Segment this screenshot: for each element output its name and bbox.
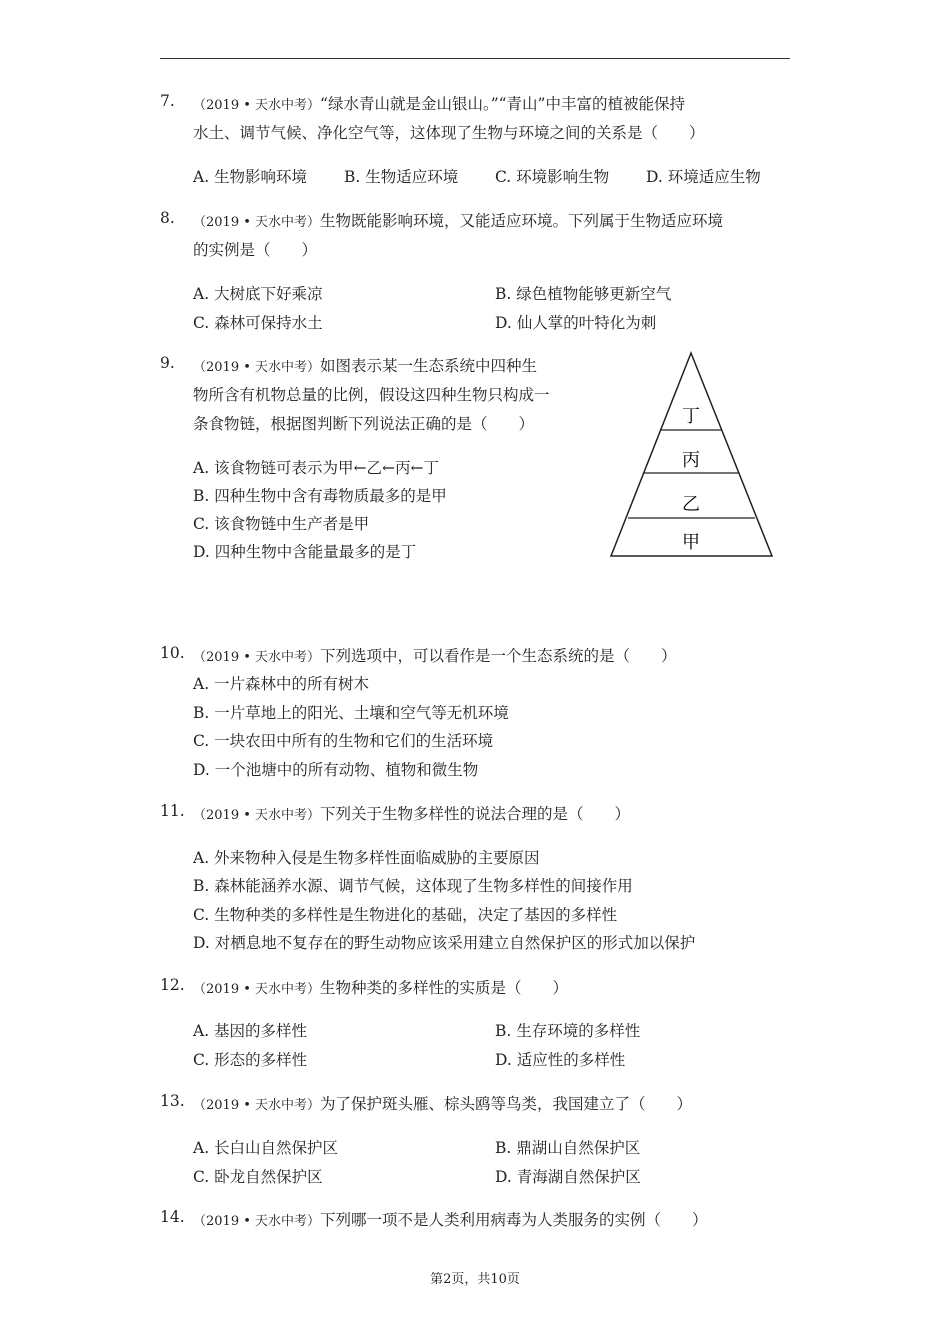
- option-a: A. 基因的多样性: [193, 1022, 308, 1040]
- question-line: [193, 92, 685, 114]
- option-b: B. 生存环境的多样性: [495, 1022, 641, 1040]
- question-number: 12.: [160, 976, 185, 994]
- question-number: 11.: [160, 802, 185, 820]
- question-text: 下列选项中，可以看作是一个生态系统的是（ ）: [320, 647, 677, 665]
- option-b: B. 一片草地上的阳光、土壤和空气等无机环境: [193, 704, 509, 722]
- question-source: （2019 • 天水中考）: [193, 1098, 321, 1113]
- question-source: （2019 • 天水中考）: [193, 808, 321, 823]
- option-c: C. 卧龙自然保护区: [193, 1168, 323, 1186]
- pyramid-level-label: 丁: [682, 406, 700, 427]
- option-d: D. 青海湖自然保护区: [495, 1168, 641, 1186]
- question-number: 7.: [160, 92, 175, 110]
- option-d: D. 仙人掌的叶特化为刺: [495, 314, 657, 332]
- question-text: 条食物链，根据图判断下列说法正确的是（ ）: [193, 415, 535, 433]
- option-c: C. 环境影响生物: [495, 168, 610, 186]
- question-number: 8.: [160, 209, 175, 227]
- option-a: A. 一片森林中的所有树木: [193, 675, 370, 693]
- option-c: C. 该食物链中生产者是甲: [193, 515, 370, 533]
- question-source: （2019 • 天水中考）: [193, 1214, 321, 1229]
- option-b: B. 森林能涵养水源、调节气候，这体现了生物多样性的间接作用: [193, 877, 633, 895]
- option-c: C. 形态的多样性: [193, 1051, 308, 1069]
- question-number: 14.: [160, 1208, 185, 1226]
- question-source: （2019 • 天水中考）: [193, 982, 321, 997]
- question-line: [193, 1092, 692, 1114]
- option-b: B. 鼎湖山自然保护区: [495, 1139, 641, 1157]
- energy-pyramid-figure: [605, 350, 780, 562]
- option-b: B. 生物适应环境: [344, 168, 459, 186]
- question-text: 生物种类的多样性的实质是（ ）: [320, 979, 569, 997]
- header-rule: [160, 58, 790, 59]
- question-text: 如图表示某一生态系统中四种生: [320, 357, 538, 375]
- question-source: （2019 • 天水中考）: [193, 650, 321, 665]
- question-number: 9.: [160, 354, 175, 372]
- question-line: [193, 802, 630, 824]
- option-d: D. 一个池塘中的所有动物、植物和微生物: [193, 761, 479, 779]
- question-line: [193, 354, 537, 376]
- question-text: 的实例是（ ）: [193, 241, 318, 259]
- option-a: A. 外来物种入侵是生物多样性面临威胁的主要原因: [193, 849, 540, 867]
- option-c: C. 一块农田中所有的生物和它们的生活环境: [193, 732, 494, 750]
- option-a: A. 长白山自然保护区: [193, 1139, 339, 1157]
- question-text: 水土、调节气候、净化空气等，这体现了生物与环境之间的关系是（ ）: [193, 124, 705, 142]
- question-source: （2019 • 天水中考）: [193, 360, 321, 375]
- question-text: 物所含有机物总量的比例，假设这四种生物只构成一: [193, 386, 550, 404]
- option-b: B. 绿色植物能够更新空气: [495, 285, 672, 303]
- question-text: 下列关于生物多样性的说法合理的是（ ）: [320, 805, 631, 823]
- page-footer: 第2页，共10页: [430, 1272, 520, 1287]
- option-a: A. 生物影响环境: [193, 168, 308, 186]
- question-text: “绿水青山就是金山银山。”“青山”中丰富的植被能保持: [320, 95, 685, 113]
- question-source: （2019 • 天水中考）: [193, 215, 321, 230]
- option-d: D. 对栖息地不复存在的野生动物应该采用建立自然保护区的形式加以保护: [193, 934, 696, 952]
- question-number: 13.: [160, 1092, 185, 1110]
- question-line: [193, 1208, 708, 1230]
- question-source: （2019 • 天水中考）: [193, 98, 321, 113]
- option-a: A. 该食物链可表示为甲←乙←丙←丁: [193, 459, 440, 477]
- option-d: D. 四种生物中含能量最多的是丁: [193, 543, 417, 561]
- question-text: 生物既能影响环境，又能适应环境。下列属于生物适应环境: [320, 212, 724, 230]
- option-b: B. 四种生物中含有毒物质最多的是甲: [193, 487, 447, 505]
- pyramid-level-label: 乙: [682, 494, 700, 515]
- question-line: [193, 644, 677, 666]
- question-line: [193, 209, 723, 231]
- option-a: A. 大树底下好乘凉: [193, 285, 323, 303]
- pyramid-level-label: 丙: [682, 450, 700, 471]
- question-text: 为了保护斑头雁、棕头鸥等鸟类，我国建立了（ ）: [320, 1095, 693, 1113]
- question-line: [193, 976, 568, 998]
- option-d: D. 适应性的多样性: [495, 1051, 626, 1069]
- option-d: D. 环境适应生物: [646, 168, 761, 186]
- option-c: C. 生物种类的多样性是生物进化的基础，决定了基因的多样性: [193, 906, 618, 924]
- question-text: 下列哪一项不是人类利用病毒为人类服务的实例（ ）: [320, 1211, 708, 1229]
- pyramid-level-label: 甲: [682, 532, 700, 553]
- question-number: 10.: [160, 644, 185, 662]
- option-c: C. 森林可保持水土: [193, 314, 323, 332]
